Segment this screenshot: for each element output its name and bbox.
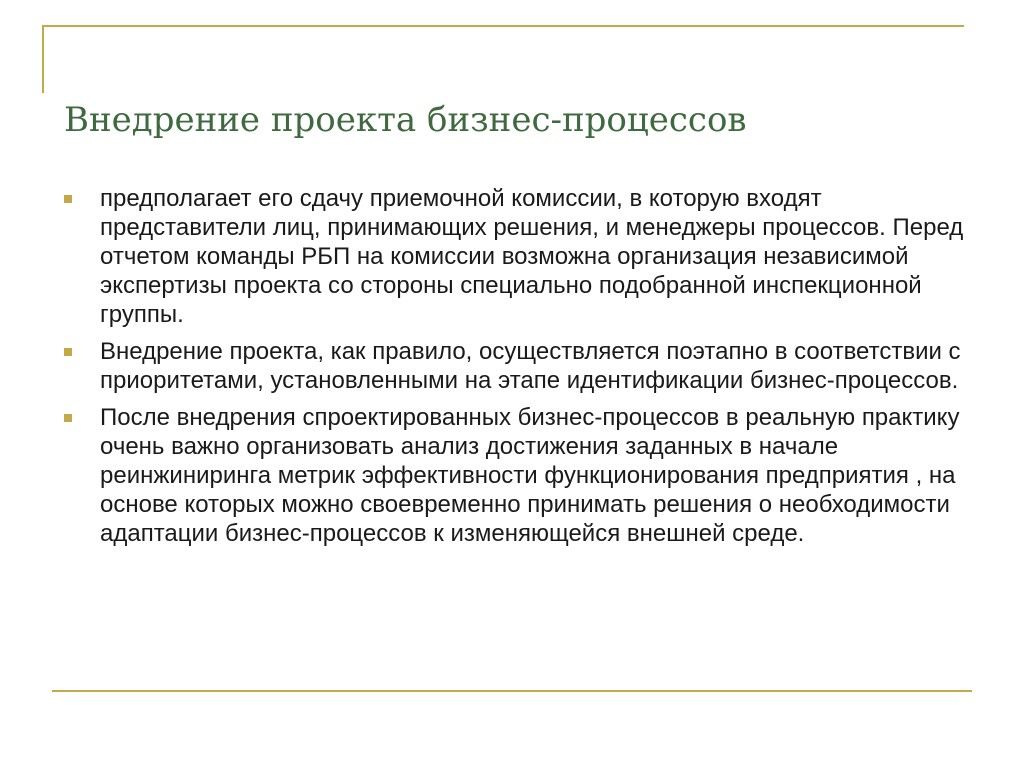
slide-title: Внедрение проекта бизнес-процессов bbox=[64, 100, 747, 140]
bullet-item bbox=[64, 184, 964, 329]
bullet-text: После внедрения спроектированных бизнес-процессов в реальную практику очень важно организовать анализ достижения заданных в начале реинжиниринга метрик эффективности функционирования предприятия , на основе которых можно своевременно принимать решения о необходимости адаптации бизнес-процессов к изменяющейся внешней среде. bbox=[100, 404, 960, 547]
square-bullet-icon bbox=[64, 195, 72, 203]
bullet-text: Внедрение проекта, как правило, осуществляется поэтапно в соответствии с приоритетами, установленными на этапе идентификации бизнес-процессов. bbox=[100, 338, 961, 394]
bullet-list bbox=[64, 184, 964, 556]
frame-top-rule bbox=[42, 25, 964, 27]
square-bullet-icon bbox=[64, 414, 72, 422]
bullet-item bbox=[64, 403, 964, 548]
frame-left-rule bbox=[42, 25, 44, 93]
bullet-item bbox=[64, 337, 964, 395]
bullet-text: предполагает его сдачу приемочной комиссии, в которую входят представители лиц, принимающих решения, и менеджеры процессов. Перед отчетом команды РБП на комиссии возможна организация независимой экспертизы проекта со стороны специально подобранной инспекционной группы. bbox=[100, 185, 964, 328]
frame-bottom-rule bbox=[52, 690, 972, 692]
square-bullet-icon bbox=[64, 348, 72, 356]
